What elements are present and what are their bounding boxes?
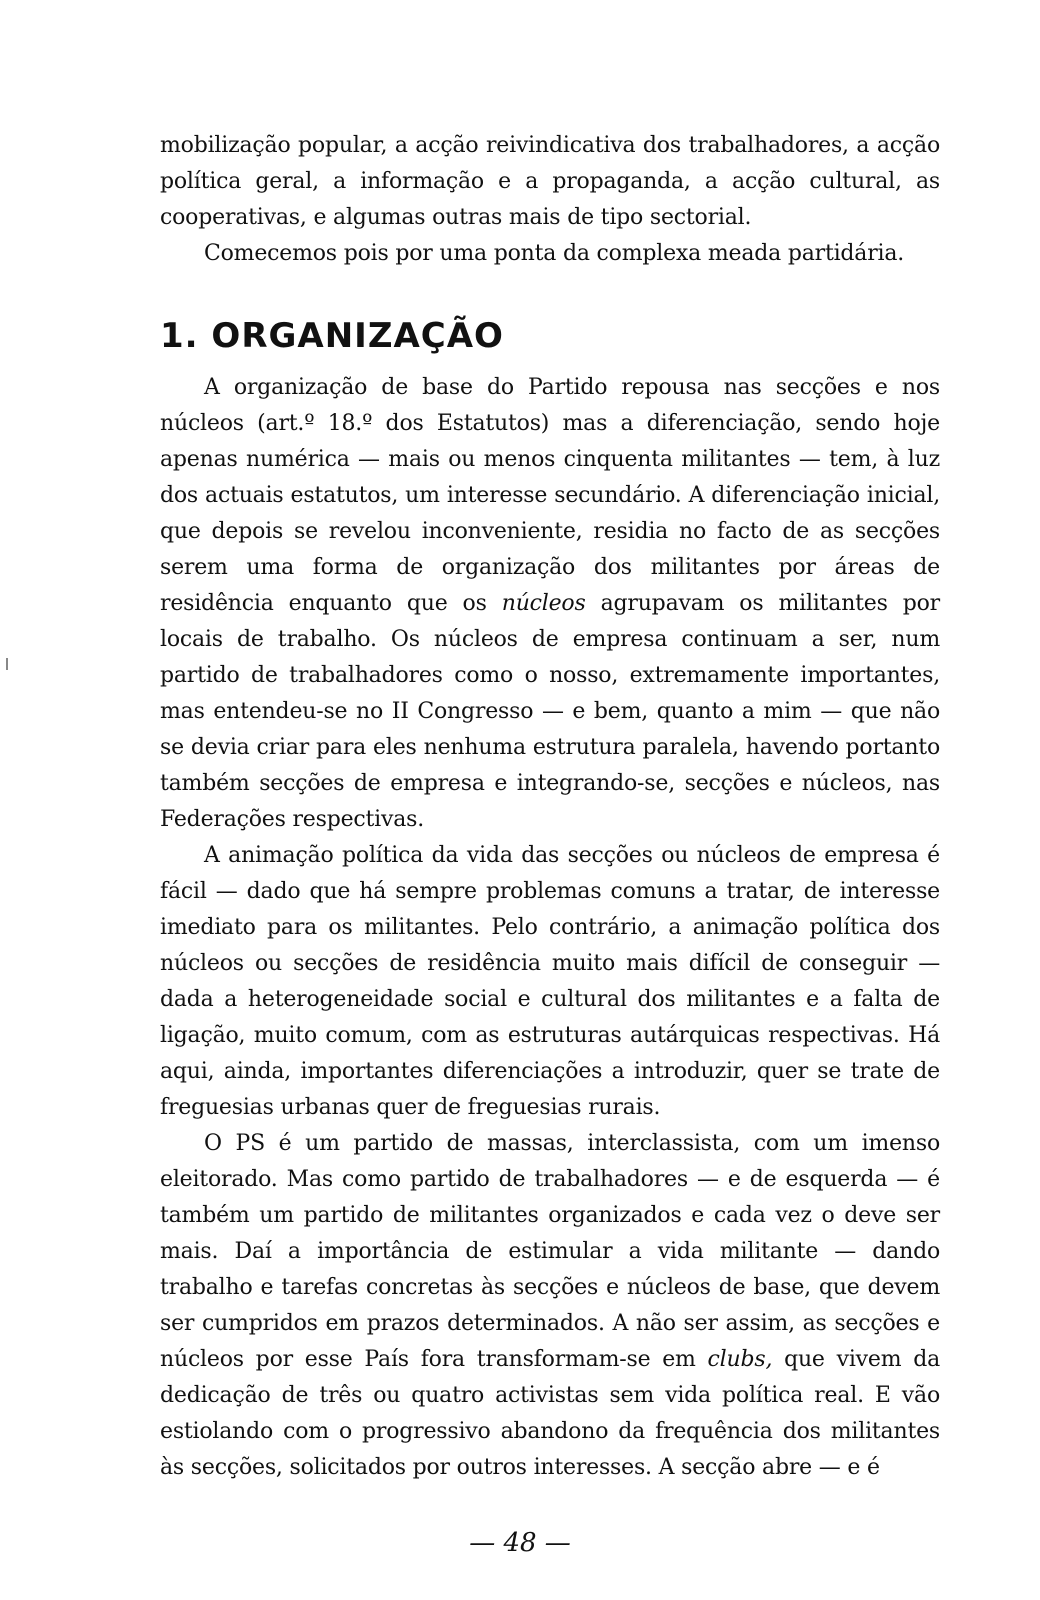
italic-term: núcleos bbox=[501, 591, 586, 616]
paragraph-text: A organização de base do Partido repousa nas secções e nos núcleos (art.º 18.º dos Estatutos) mas a diferenciação, sendo hoje apenas numérica — mais ou menos cinquenta militantes — tem, à luz dos actuais estatutos, um interesse secundário. A diferenciação inicial, que depois se revelou inconveniente, residia no facto de as secções serem uma forma de organização dos militantes por áreas de residência enquanto que os bbox=[160, 375, 940, 616]
italic-term: clubs, bbox=[707, 1347, 773, 1372]
paragraph-text: agrupavam os militantes por locais de trabalho. Os núcleos de empresa continuam a ser, num partido de trabalhadores como o nosso, extremamente importantes, mas entendeu-se no II Congresso — e bem, quanto a mim — que não se devia criar para eles nenhuma estrutura paralela, havendo portanto também secções de empresa e integrando-se, secções e núcleos, nas Federações respectivas. bbox=[160, 591, 940, 832]
paragraph-text: que vivem da dedicação de três ou quatro activistas sem vida política real. E vão estiolando com o progressivo abandono da frequência dos militantes às secções, solicitados por outros interesses. A secção abre — e é bbox=[160, 1347, 941, 1480]
intro-paragraph: mobilização popular, a acção reivindicativa dos trabalhadores, a acção política geral, a informação e a propaganda, a acção cultural, as cooperativas, e algumas outras mais de tipo sectorial. bbox=[160, 133, 940, 230]
section-heading: 1. ORGANIZAÇÃO bbox=[160, 316, 504, 356]
intro-sentence: Comecemos pois por uma ponta da complexa meada partidária. bbox=[204, 241, 905, 266]
paragraph-ps bbox=[160, 1126, 940, 1486]
paragraph-organization bbox=[160, 370, 940, 838]
margin-mark bbox=[6, 658, 8, 670]
text-column bbox=[160, 128, 940, 1486]
paragraph-animation: A animação política da vida das secções ou núcleos de empresa é fácil — dado que há sempre problemas comuns a tratar, de interesse imediato para os militantes. Pelo contrário, a animação política dos núcleos ou secções de residência muito mais difícil de conseguir — dada a heterogeneidade social e cultural dos militantes e a falta de ligação, muito comum, com as estruturas autárquicas respectivas. Há aqui, ainda, importantes diferenciações a introduzir, quer se trate de freguesias urbanas quer de freguesias rurais. bbox=[160, 843, 940, 1120]
paragraph-text: O PS é um partido de massas, interclassista, com um imenso eleitorado. Mas como partido de trabalhadores — e de esquerda — é também um partido de militantes organizados e cada vez o deve ser mais. Daí a importância de estimular a vida militante — dando trabalho e tarefas concretas às secções e núcleos de base, que devem ser cumpridos em prazos determinados. A não ser assim, as secções e núcleos por esse País fora transformam-se em bbox=[160, 1131, 940, 1372]
page-number: — 48 — bbox=[469, 1528, 571, 1558]
